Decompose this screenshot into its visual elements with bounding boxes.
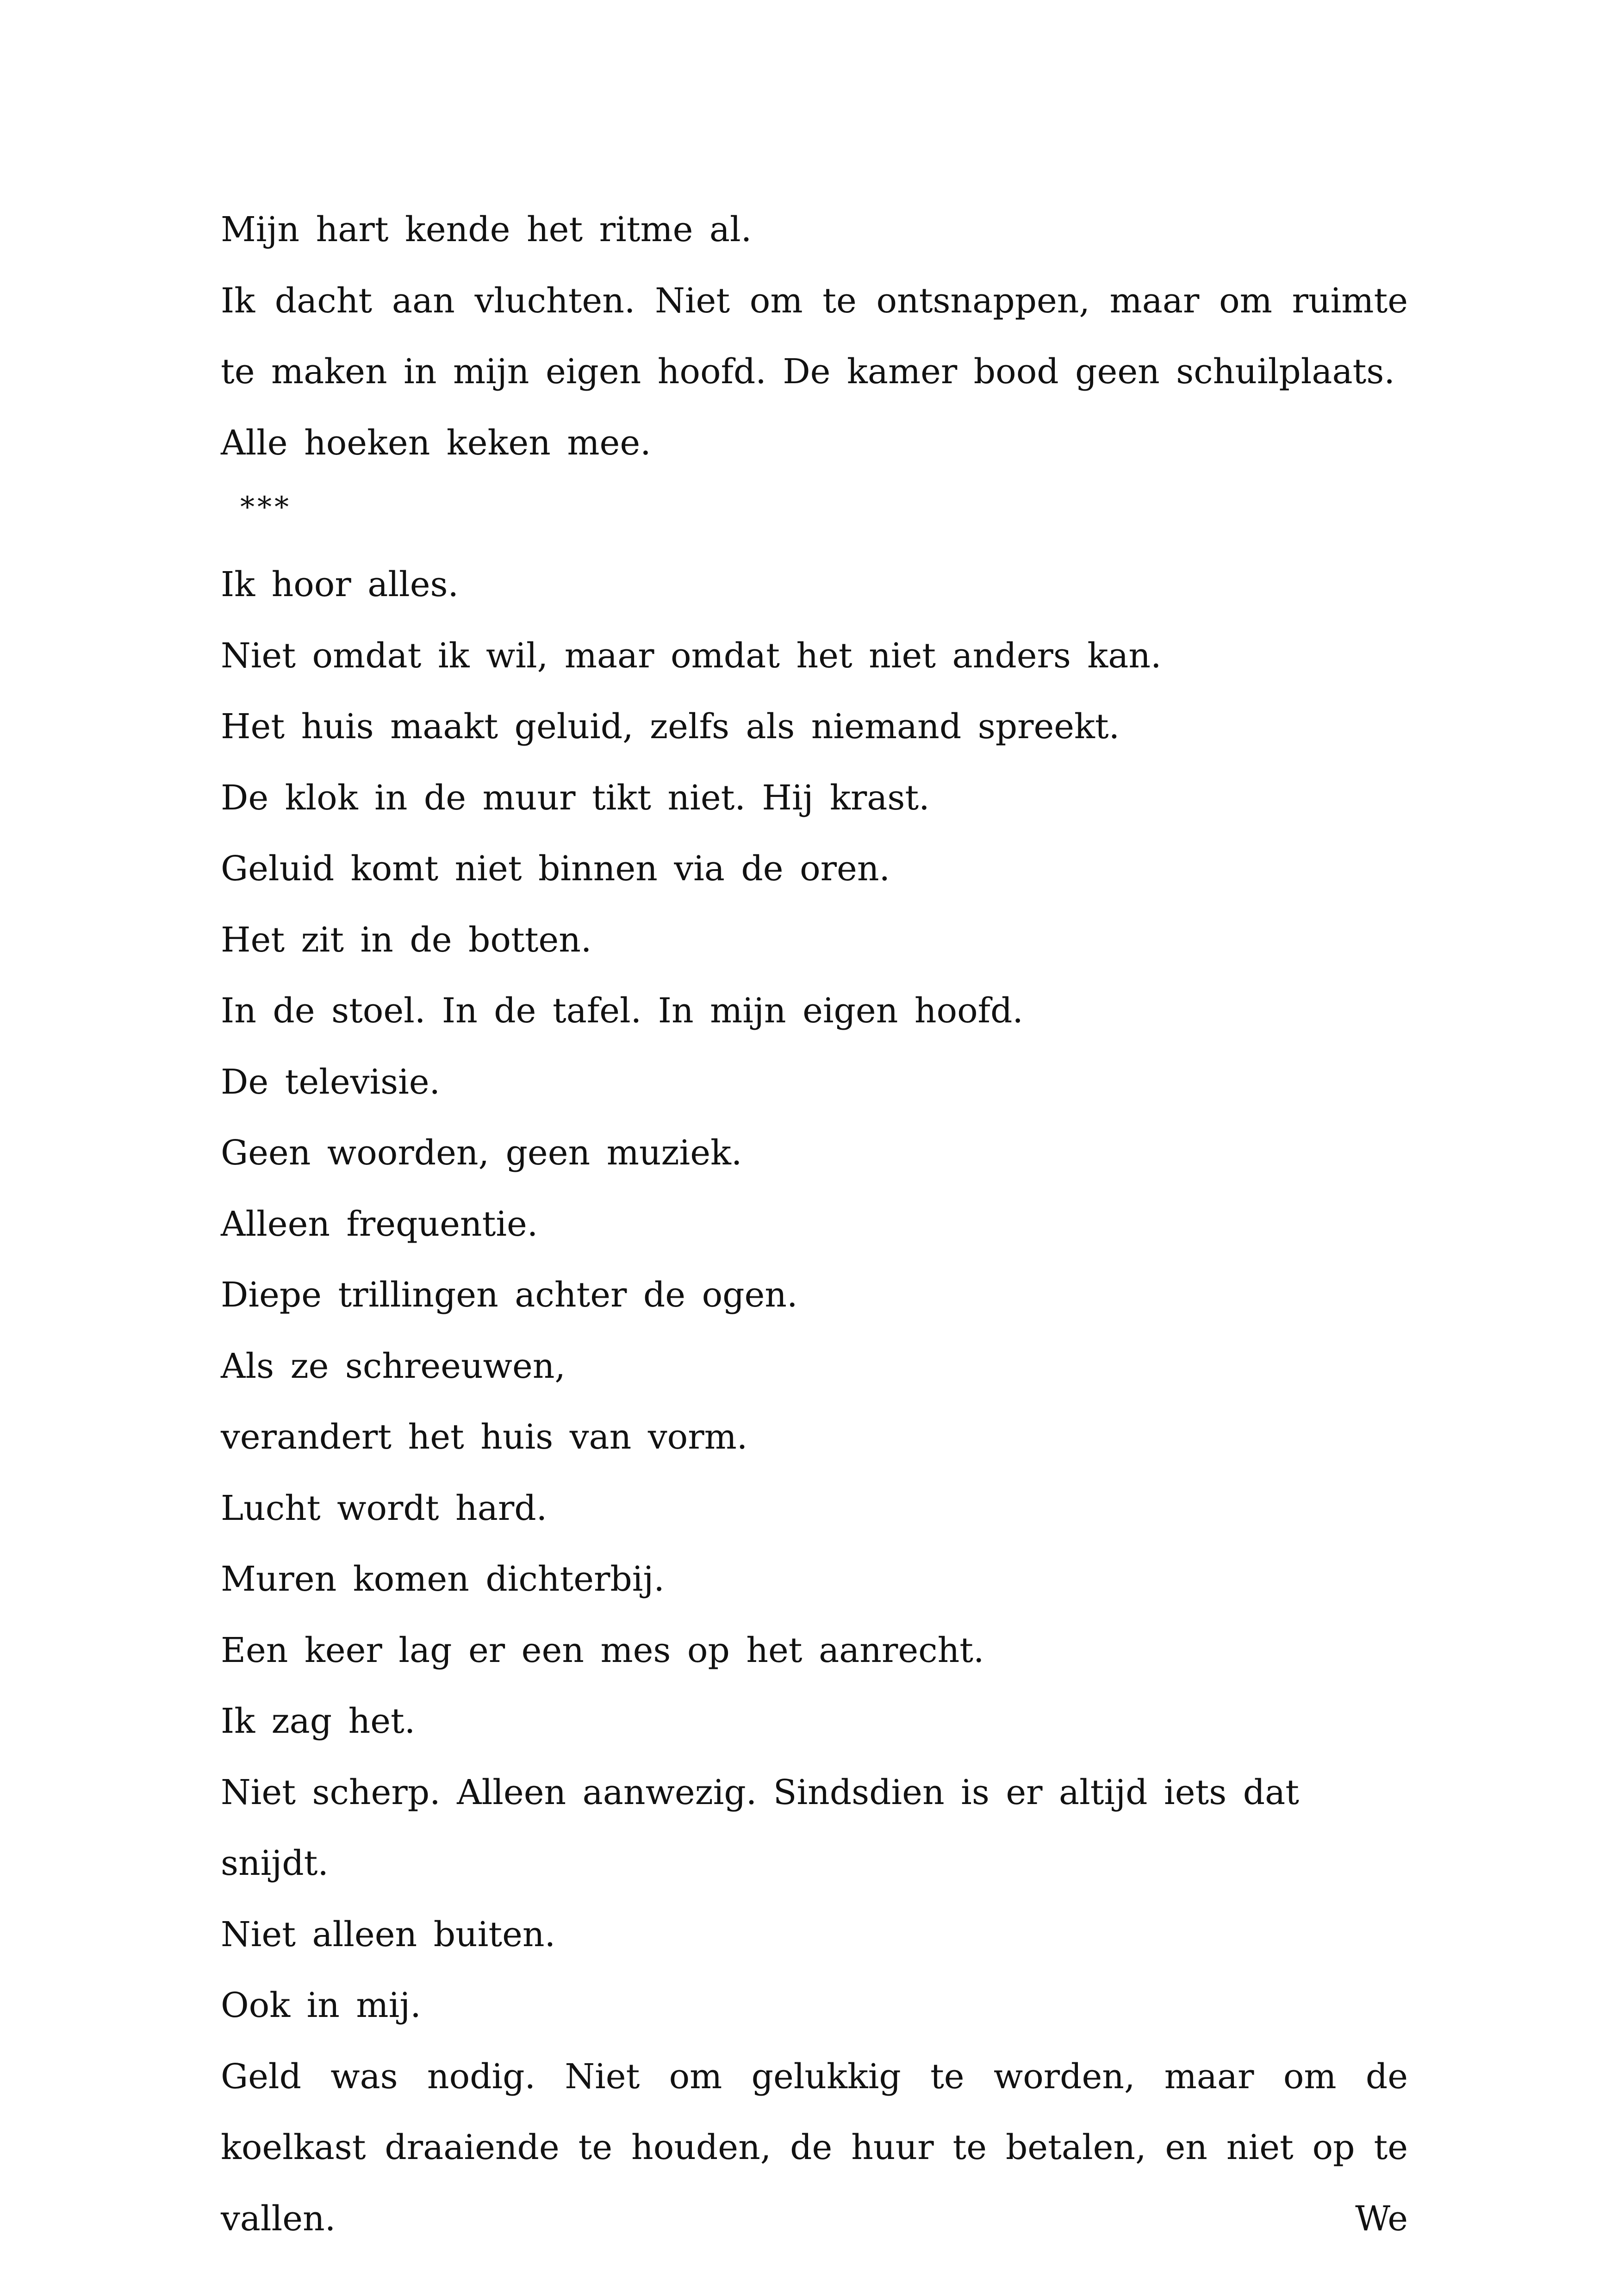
paragraph: Alleen frequentie. bbox=[221, 1204, 538, 1244]
paragraph: Ik zag het. bbox=[221, 1701, 416, 1741]
paragraph: Geen woorden, geen muziek. bbox=[221, 1133, 742, 1173]
paragraph: Niet alleen buiten. bbox=[221, 1914, 556, 1954]
paragraph: Als ze schreeuwen, bbox=[221, 1346, 566, 1386]
paragraph: Niet omdat ik wil, maar omdat het niet anders kan. bbox=[221, 635, 1162, 676]
paragraph: Ik hoor alles. bbox=[221, 565, 459, 604]
paragraph: Geluid komt niet binnen via de oren. bbox=[221, 849, 890, 889]
paragraph: Een keer lag er een mes op het aanrecht. bbox=[221, 1630, 984, 1670]
paragraph: Lucht wordt hard. bbox=[221, 1488, 548, 1528]
paragraph: Geld was nodig. Niet om gelukkig te worden, maar om de koelkast draaiende te houden, de huur te betalen, en niet op te vallen. We bbox=[221, 2056, 1408, 2239]
paragraph: Niet scherp. Alleen aanwezig. Sindsdien is er altijd iets dat snijdt. bbox=[221, 1772, 1299, 1883]
paragraph: Alle hoeken keken mee. bbox=[221, 423, 651, 463]
paragraph: De televisie. bbox=[221, 1062, 441, 1102]
paragraph: Het huis maakt geluid, zelfs als niemand spreekt. bbox=[221, 707, 1120, 747]
paragraph: Muren komen dichterbij. bbox=[221, 1559, 665, 1599]
paragraph: Diepe trillingen achter de ogen. bbox=[221, 1275, 798, 1315]
paragraph: Ook in mij. bbox=[221, 1985, 421, 2025]
paragraph: In de stoel. In de tafel. In mijn eigen hoofd. bbox=[221, 991, 1023, 1031]
paragraph: Het zit in de botten. bbox=[221, 920, 592, 960]
paragraph: verandert het huis van vorm. bbox=[221, 1417, 748, 1457]
body-text bbox=[221, 194, 1408, 2254]
section-separator: *** bbox=[240, 490, 292, 524]
paragraph: Mijn hart kende het ritme al. bbox=[221, 210, 752, 249]
paragraph: Ik dacht aan vluchten. Niet om te ontsnappen, maar om ruimte te maken in mijn eigen hoofd. De kamer bood geen schuilplaats. bbox=[221, 280, 1408, 392]
paragraph: De klok in de muur tikt niet. Hij krast. bbox=[221, 778, 930, 818]
